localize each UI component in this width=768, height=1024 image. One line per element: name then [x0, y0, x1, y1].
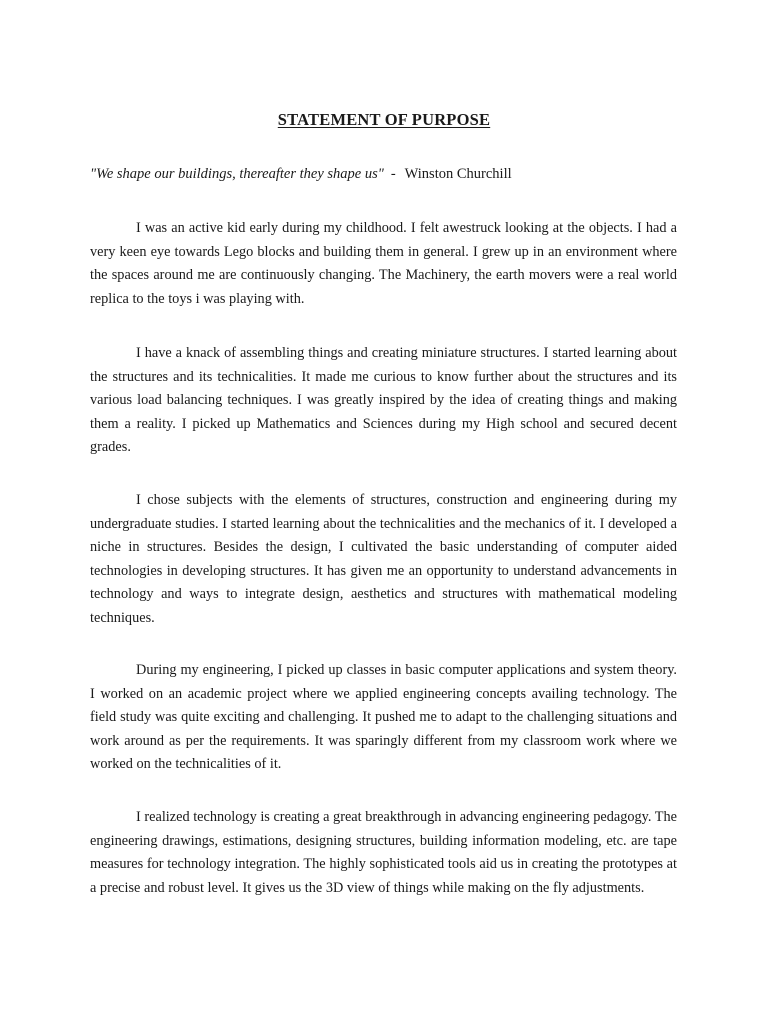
- paragraph-2: I have a knack of assembling things and creating miniature structures. I started learning about the structures and its technicalities. It made me curious to know further about the structures and its various load balancing techniques. I was greatly inspired by the idea of creating things and making them a reality. I picked up Mathematics and Sciences during my High school and secured decent grades.: [90, 345, 677, 455]
- paragraph-5: I realized technology is creating a great breakthrough in advancing engineering pedagogy. The engineering drawings, estimations, designing structures, building information modeling, etc. are tape measures for technology integration. The highly sophisticated tools aid us in creating the prototypes at a precise and robust level. It gives us the 3D view of things while making on the fly adjustments.: [90, 809, 677, 896]
- quote-separator: -: [390, 166, 396, 182]
- paragraph-3: I chose subjects with the elements of structures, construction and engineering during my undergraduate studies. I started learning about the technicalities and the mechanics of it. I developed a niche in structures. Besides the design, I cultivated the basic understanding of computer aided technologies in developing structures. It has given me an opportunity to understand advancements in technology and ways to integrate design, aesthetics and structures with mathematical modeling techniques.: [90, 492, 677, 626]
- quote-author: Winston Churchill: [404, 166, 512, 182]
- paragraph-4: During my engineering, I picked up classes in basic computer applications and system theory. I worked on an academic project where we applied engineering concepts availing technology. The field study was quite exciting and challenging. It pushed me to adapt to the challenging situations and work around as per the requirements. It was sparingly different from my classroom work where we worked on the technicalities of it.: [90, 662, 677, 772]
- quote-text: "We shape our buildings, thereafter they shape us": [90, 166, 384, 182]
- epigraph: [90, 166, 512, 183]
- document-title: STATEMENT OF PURPOSE: [277, 110, 491, 129]
- paragraph-1: I was an active kid early during my childhood. I felt awestruck looking at the objects. I had a very keen eye towards Lego blocks and building them in general. I grew up in an environment where the spaces around me are continuously changing. The Machinery, the earth movers were a real world replica to the toys i was playing with.: [90, 220, 677, 307]
